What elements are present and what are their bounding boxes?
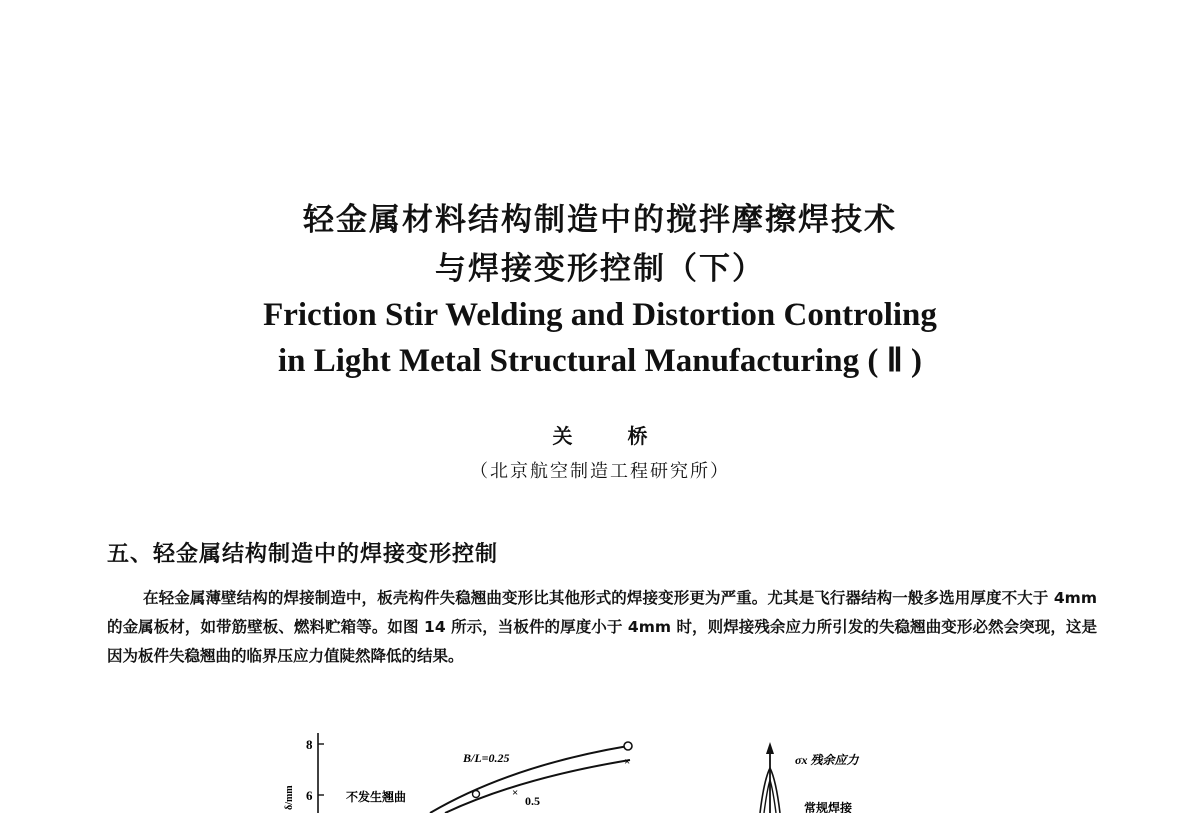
region-label: 不发生翘曲 — [346, 790, 407, 804]
method-label: 常规焊接 — [804, 801, 853, 813]
y-tick-label-6: 6 — [306, 788, 313, 803]
figure-14-plot — [270, 728, 670, 813]
curve-label-025: B/L=0.25 — [463, 751, 510, 765]
curve-upper-point-2 — [473, 791, 480, 798]
curve-upper-point — [624, 742, 632, 750]
title-english-line-2: in Light Metal Structural Manufacturing ( Ⅱ ) — [277, 343, 923, 379]
curve-label-05: 0.5 — [525, 794, 540, 808]
y-tick-label-8: 8 — [306, 737, 313, 752]
author-affiliation: （北京航空制造工程研究所） — [470, 461, 730, 482]
author-name: 关 桥 — [552, 424, 672, 448]
title-chinese-line-1: 轻金属材料结构制造中的搅拌摩擦焊技术 — [303, 202, 897, 238]
arrow-head-icon — [766, 742, 774, 754]
section-heading: 五、轻金属结构制造中的焊接变形控制 — [107, 542, 499, 567]
y-axis-label: δ/mm — [284, 785, 295, 810]
body-paragraph: 在轻金属薄壁结构的焊接制造中，板壳构件失稳翘曲变形比其他形式的焊接变形更为严重。尤其是飞行器结构一般多选用厚度不大于 4mm 的金属板材，如带筋壁板、燃料贮箱等。如图 14 所示，当板件的厚度小于 4mm 时，则焊接残余应力所引发的失稳翘曲变形必然会突现，这是因为板件失稳翘曲的临界压应力值陡然降低的结果。 — [107, 589, 1097, 665]
curve-lower-marker: × — [624, 756, 631, 768]
title-english-line-1: Friction Stir Welding and Distortion Controling — [263, 297, 937, 333]
sigma-label: σx 残余应力 — [795, 753, 859, 767]
title-chinese-line-2: 与焊接变形控制（下） — [435, 251, 765, 287]
curve-lower-marker-2: × — [512, 787, 519, 799]
residual-stress-sketch — [740, 740, 920, 813]
